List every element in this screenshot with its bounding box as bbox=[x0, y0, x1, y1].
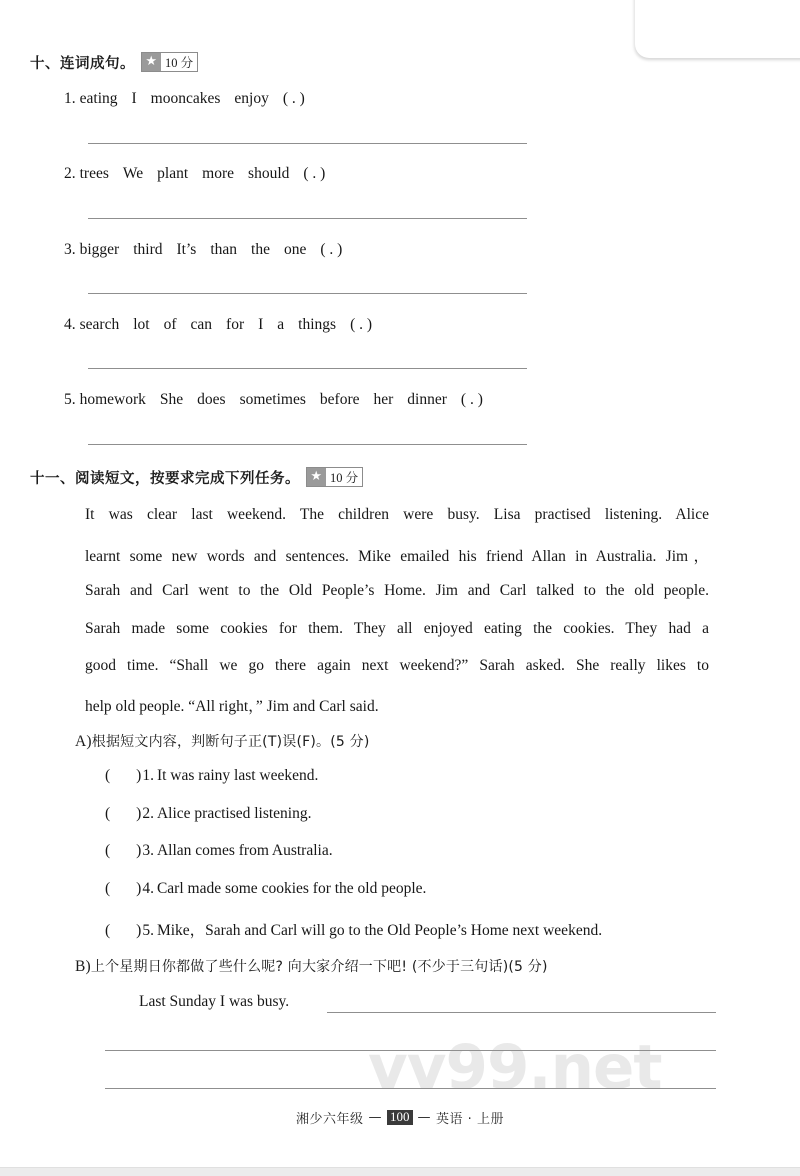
word-token: I bbox=[258, 316, 264, 333]
question-text: Alice practised listening. bbox=[156, 805, 312, 822]
tf-question-4 bbox=[105, 880, 426, 898]
score-badge-ten bbox=[141, 52, 198, 72]
word-order-item-1 bbox=[64, 90, 305, 108]
writing-line-2[interactable] bbox=[105, 1050, 716, 1051]
question-text: Mike，Sarah and Carl will go to the Old People’s Home next weekend. bbox=[156, 922, 603, 939]
punctuation-hint: ( . ) bbox=[460, 391, 483, 408]
tf-question-3 bbox=[105, 842, 333, 860]
item-number: 2. bbox=[64, 165, 76, 182]
section-ten-title: 十、连词成句。 bbox=[30, 56, 135, 72]
word-token: of bbox=[163, 316, 177, 333]
word-token: things bbox=[298, 316, 337, 333]
footer-subject: 英语 · 上册 bbox=[436, 1112, 504, 1127]
part-b-instruction bbox=[75, 956, 548, 976]
tf-question-2 bbox=[105, 805, 312, 823]
word-token: eating bbox=[79, 90, 118, 107]
section-eleven-title: 十一、阅读短文，按要求完成下列任务。 bbox=[30, 471, 300, 487]
writing-line-3[interactable] bbox=[105, 1088, 716, 1089]
word-token: trees bbox=[79, 165, 109, 182]
tf-answer-box[interactable]: ( ) bbox=[105, 880, 142, 897]
passage-line-2: learnt some new words and sentences. Mike emailed his friend Allan in Australia. Jim， bbox=[85, 548, 709, 565]
punctuation-hint: ( . ) bbox=[303, 165, 326, 182]
section-heading-eleven bbox=[30, 467, 363, 488]
tf-answer-box[interactable]: ( ) bbox=[105, 805, 142, 822]
word-token: dinner bbox=[407, 391, 447, 408]
word-token: She bbox=[159, 391, 184, 408]
word-token: than bbox=[210, 241, 238, 258]
corner-panel bbox=[635, 0, 800, 58]
section-heading-ten bbox=[30, 52, 198, 73]
item-number: 1. bbox=[142, 767, 154, 784]
word-token: the bbox=[251, 241, 270, 258]
word-token: It’s bbox=[176, 241, 197, 258]
score-value: 10 分 bbox=[165, 55, 194, 70]
footer-textbook: 湘少六年级 bbox=[296, 1112, 364, 1127]
word-order-item-5 bbox=[64, 391, 483, 409]
word-token: before bbox=[319, 391, 360, 408]
word-token: I bbox=[131, 90, 137, 107]
part-a-label: A) bbox=[75, 733, 92, 750]
word-token: one bbox=[283, 241, 307, 258]
passage-line-1: It was clear last weekend. The children were busy. Lisa practised listening. Alice bbox=[85, 506, 709, 523]
watermark: vv99.net bbox=[368, 1032, 662, 1103]
passage-line-4: Sarah made some cookies for them. They all enjoyed eating the cookies. They had a bbox=[85, 620, 709, 637]
tf-question-5 bbox=[105, 918, 602, 940]
score-value: 10 分 bbox=[330, 470, 359, 485]
word-token: for bbox=[226, 316, 245, 333]
tf-answer-box[interactable]: ( ) bbox=[105, 842, 142, 859]
answer-line-4[interactable] bbox=[88, 368, 527, 369]
part-a-text: 根据短文内容，判断句子正(T)误(F)。(5 分) bbox=[91, 734, 370, 750]
word-token: mooncakes bbox=[150, 90, 221, 107]
answer-line-1[interactable] bbox=[88, 143, 527, 144]
star-icon: ★ bbox=[307, 468, 326, 486]
word-order-item-3 bbox=[64, 241, 342, 259]
tf-question-1 bbox=[105, 767, 318, 785]
word-token: a bbox=[277, 316, 285, 333]
footer-dash-left: — bbox=[368, 1110, 383, 1125]
part-b-label: B) bbox=[75, 958, 91, 975]
answer-line-5[interactable] bbox=[88, 444, 527, 445]
item-number: 3. bbox=[142, 842, 154, 859]
tf-answer-box[interactable]: ( ) bbox=[105, 922, 142, 939]
answer-line-2[interactable] bbox=[88, 218, 527, 219]
punctuation-hint: ( . ) bbox=[282, 90, 305, 107]
word-token: lot bbox=[133, 316, 150, 333]
question-text: Allan comes from Australia. bbox=[156, 842, 333, 859]
word-order-item-4 bbox=[64, 316, 372, 334]
score-badge-eleven bbox=[306, 467, 363, 487]
page-bottom-edge bbox=[0, 1167, 800, 1176]
part-b-text: 上个星期日你都做了些什么呢? 向大家介绍一下吧! (不少于三句话)(5 分) bbox=[90, 959, 548, 975]
word-token: sometimes bbox=[239, 391, 306, 408]
word-token: more bbox=[202, 165, 235, 182]
word-token: should bbox=[248, 165, 290, 182]
passage-line-3: Sarah and Carl went to the Old People’s Home. Jim and Carl talked to the old people. bbox=[85, 582, 709, 599]
word-token: her bbox=[373, 391, 394, 408]
star-icon: ★ bbox=[142, 53, 161, 71]
word-token: plant bbox=[157, 165, 189, 182]
page-number: 100 bbox=[387, 1110, 413, 1126]
page-footer bbox=[0, 1108, 800, 1127]
passage-line-6: help old people. “All right，” Jim and Carl said. bbox=[85, 698, 379, 715]
question-text: It was rainy last weekend. bbox=[156, 767, 319, 784]
part-a-instruction bbox=[75, 731, 370, 751]
item-number: 2. bbox=[142, 805, 154, 822]
word-token: does bbox=[197, 391, 226, 408]
punctuation-hint: ( . ) bbox=[350, 316, 373, 333]
item-number: 5. bbox=[142, 922, 154, 939]
word-order-item-2 bbox=[64, 165, 325, 183]
word-token: enjoy bbox=[234, 90, 269, 107]
word-token: bigger bbox=[79, 241, 120, 258]
item-number: 1. bbox=[64, 90, 76, 107]
word-token: homework bbox=[79, 391, 146, 408]
word-token: search bbox=[79, 316, 120, 333]
word-token: can bbox=[190, 316, 213, 333]
answer-line-3[interactable] bbox=[88, 293, 527, 294]
question-text: Carl made some cookies for the old people. bbox=[156, 880, 427, 897]
word-token: third bbox=[133, 241, 163, 258]
item-number: 3. bbox=[64, 241, 76, 258]
passage-line-5: good time. “Shall we go there again next weekend?” Sarah asked. She really likes to bbox=[85, 657, 709, 674]
writing-line-1[interactable] bbox=[327, 1012, 716, 1013]
writing-starter: Last Sunday I was busy. bbox=[139, 993, 290, 1010]
item-number: 4. bbox=[64, 316, 76, 333]
item-number: 4. bbox=[142, 880, 154, 897]
word-token: We bbox=[122, 165, 144, 182]
item-number: 5. bbox=[64, 391, 76, 408]
tf-answer-box[interactable]: ( ) bbox=[105, 767, 142, 784]
punctuation-hint: ( . ) bbox=[320, 241, 343, 258]
footer-dash-right: — bbox=[417, 1110, 432, 1125]
